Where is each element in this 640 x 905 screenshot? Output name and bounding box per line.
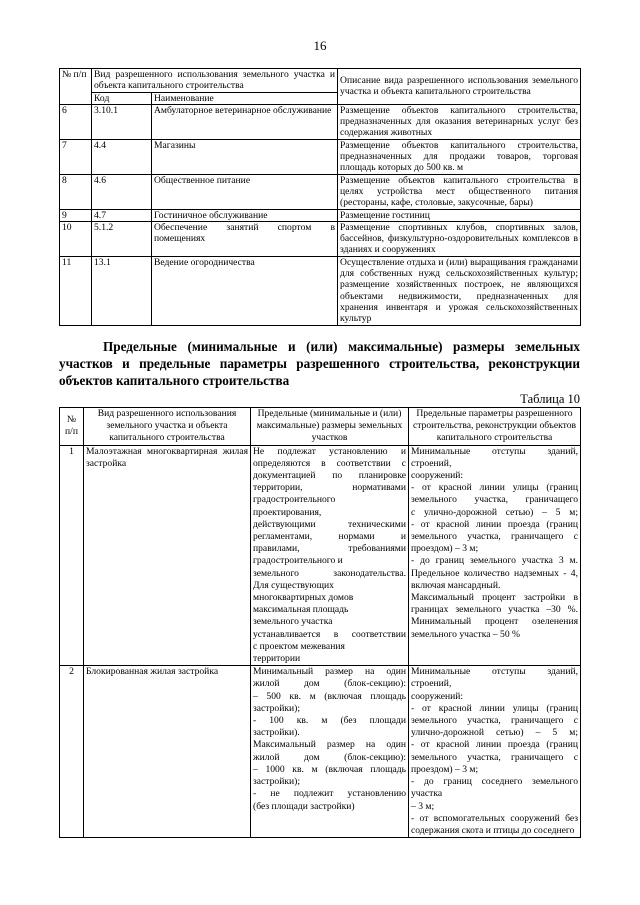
header-code: Код [92, 92, 152, 104]
cell-line: - от красной линии улицы (границ [411, 482, 578, 494]
cell-line: застройки); [253, 776, 300, 788]
cell-line: территории, нормативами [253, 482, 406, 494]
cell-line: жилой дом (блок-секцию): [253, 678, 406, 690]
cell-line: - от вспомогательных сооружений без [411, 812, 578, 824]
table-row [60, 104, 581, 139]
land-use-table [59, 68, 581, 326]
cell-line: правилами, требованиями [253, 543, 406, 555]
row-num: 11 [60, 256, 92, 325]
row-params [409, 445, 581, 666]
row-code: 4.4 [92, 139, 152, 174]
cell-line: земельного участка – 50 % [411, 628, 521, 640]
limits-table [59, 407, 581, 838]
row-desc: Осуществление отдыха и (или) выращивания гражданами для собственных нужд сельскохозяйственных культур; размещение хозяйственных построек, не являющихся объектами недвижимости, предназначенных для хранения инвентаря и урожая сельскохозяйственных культур [338, 256, 581, 325]
cell-line: застройки). [253, 727, 300, 739]
cell-line: - от красной линии проезда (границ [411, 739, 578, 751]
cell-line: застройки); [253, 702, 300, 714]
section-heading: Предельные (минимальные и (или) максимальные) размеры земельных участков и предельные параметры разрешенного строительства, реконструкции объектов капитального строительства [59, 339, 580, 388]
cell-line: Минимальные отступы зданий, строений, [411, 445, 578, 469]
cell-line: содержания скота и птицы до соседнего [411, 824, 575, 836]
cell-line: градостроительного [253, 494, 336, 506]
row-name: Обеспечение занятий спортом в помещениях [152, 221, 338, 256]
cell-line: – 3 м; [411, 800, 435, 812]
row-vid: Блокированная жилая застройка [84, 666, 251, 838]
row-name: Ведение огородничества [152, 256, 338, 325]
cell-line: - до границ соседнего земельного участка [411, 776, 578, 800]
cell-line: - от красной линии проезда (границ [411, 518, 578, 530]
row-desc: Размещение объектов капитального строительства, предназначенных для продажи товаров, торговая площадь которых до 500 кв. м [338, 139, 581, 174]
cell-line: – 500 кв. м (включая площадь [253, 690, 406, 702]
row-name: Амбулаторное ветеринарное обслуживание [152, 104, 338, 139]
cell-line: документацией по планировке [253, 470, 406, 482]
cell-line: максимальная площадь [253, 604, 349, 616]
row-code: 3.10.1 [92, 104, 152, 139]
t2-header-sizes: Предельные (минимальные и (или) максимальные) размеры земельных участков [251, 408, 409, 446]
row-num: 1 [60, 445, 84, 666]
row-code: 4.6 [92, 174, 152, 209]
row-num: 8 [60, 174, 92, 209]
cell-line: Максимальный процент застройки в [411, 592, 578, 604]
cell-line: земельного участка, граничащего с [411, 751, 578, 763]
row-num: 6 [60, 104, 92, 139]
cell-line: улично-дорожной сетью) – 5 м; [411, 727, 578, 739]
page-number: 16 [313, 38, 327, 53]
row-params [409, 666, 581, 838]
table-row [60, 256, 581, 325]
row-desc: Размещение объектов капитального строительства в целях устройства мест общественного питания (рестораны, кафе, столовые, закусочные, бары) [338, 174, 581, 209]
cell-line: сооружений: [411, 470, 464, 482]
cell-line: Минимальный размер на один [253, 666, 406, 678]
row-num: 10 [60, 221, 92, 256]
cell-line: - от красной линии улицы (границ [411, 702, 578, 714]
table-row [60, 174, 581, 209]
row-desc: Размещение объектов капитального строительства, предназначенных для оказания ветеринарных услуг без содержания животных [338, 104, 581, 139]
cell-line: Максимальный размер на один [253, 739, 406, 751]
cell-line: - 100 кв. м (без площади [253, 715, 406, 727]
cell-line: Минимальный процент озеленения [411, 616, 578, 628]
cell-line: земельного участка, граничащего с [411, 531, 578, 543]
cell-line: Не подлежат установлению и [253, 445, 406, 457]
cell-line: Предельное количество надземных - 4, [411, 567, 578, 579]
cell-line: проездом) – 3 м; [411, 543, 479, 555]
header-desc: Описание вида разрешенного использования земельного участка и объекта капитального строительства [338, 69, 581, 105]
cell-line: жилой дом (блок-секцию): [253, 751, 406, 763]
cell-line: границах земельного участка –30 %. [411, 604, 578, 616]
cell-line: градостроительного и [253, 555, 343, 567]
t2-header-params: Предельные параметры разрешенного строительства, реконструкции объектов капитального строительства [409, 408, 581, 446]
row-name: Общественное питание [152, 174, 338, 209]
t2-header-vid: Вид разрешенного использования земельного участка и объекта капитального строительства [84, 408, 251, 446]
table-row [60, 209, 581, 221]
cell-line: (без площади застройки) [253, 800, 355, 812]
cell-line: земельного законодательства. [253, 567, 406, 579]
row-desc: Размещение гостиниц [338, 209, 581, 221]
table-row [60, 666, 581, 838]
cell-line: действующими техническими [253, 518, 406, 530]
cell-line: с проектом межевания [253, 640, 345, 652]
header-vid-group: Вид разрешенного использования земельного участка и объекта капитального строительства [92, 69, 338, 93]
row-code: 13.1 [92, 256, 152, 325]
row-name: Гостиничное обслуживание [152, 209, 338, 221]
row-vid: Малоэтажная многоквартирная жилая застройка [84, 445, 251, 666]
cell-line: проектирования, [253, 506, 322, 518]
cell-line: проездом) – 3 м; [411, 763, 479, 775]
row-code: 4.7 [92, 209, 152, 221]
cell-line: включая мансардный. [411, 579, 501, 591]
row-desc: Размещение спортивных клубов, спортивных залов, бассейнов, физкультурно-оздоровительных комплексов в зданиях и сооружениях [338, 221, 581, 256]
cell-line: - до границ земельного участка 3 м. [411, 555, 578, 567]
cell-line: территории [253, 653, 301, 665]
table-row [60, 139, 581, 174]
table-caption: Таблица 10 [520, 392, 580, 406]
row-code: 5.1.2 [92, 221, 152, 256]
row-num: 2 [60, 666, 84, 838]
row-num: 7 [60, 139, 92, 174]
row-sizes [251, 666, 409, 838]
cell-line: устанавливается в соответствии [253, 628, 406, 640]
cell-line: земельного участка, граничащего с [411, 715, 578, 727]
header-name: Наименование [152, 92, 338, 104]
header-num: № п/п [60, 69, 92, 105]
row-num: 9 [60, 209, 92, 221]
row-sizes [251, 445, 409, 666]
cell-line: Для существующих [253, 579, 334, 591]
cell-line: регламентами, нормами и [253, 531, 406, 543]
cell-line: определяются в соответствии с [253, 457, 406, 469]
row-name: Магазины [152, 139, 338, 174]
table-row [60, 445, 581, 666]
cell-line: - не подлежит установлению [253, 788, 406, 800]
cell-line: – 1000 кв. м (включая площадь [253, 763, 406, 775]
cell-line: многоквартирных домов [253, 592, 354, 604]
cell-line: земельного участка, граничащего [411, 494, 578, 506]
cell-line: с улично-дорожной сетью) – 5 м; [411, 506, 578, 518]
cell-line: Минимальные отступы зданий, строений, [411, 666, 578, 690]
table-row [60, 221, 581, 256]
t2-header-num: № п/п [60, 408, 84, 446]
cell-line: сооружений: [411, 690, 464, 702]
cell-line: земельного участка [253, 616, 333, 628]
